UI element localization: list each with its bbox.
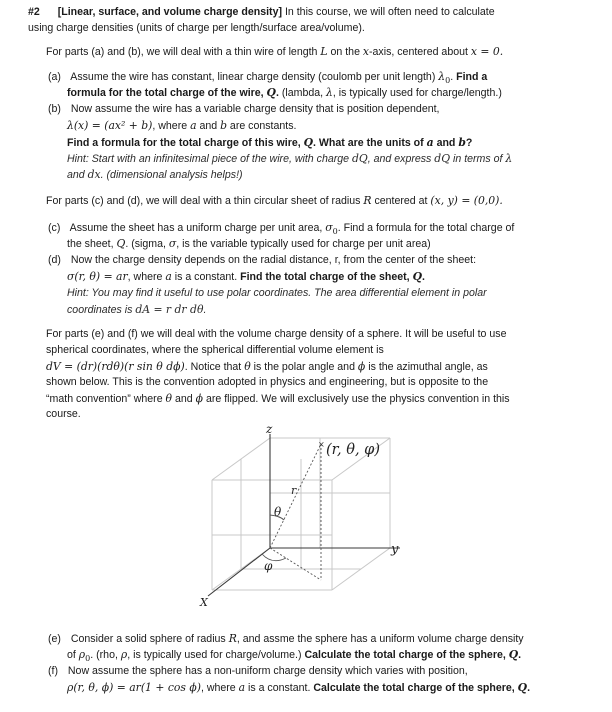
point-label: (r, θ, φ) — [326, 442, 380, 458]
part-ef-intro-2: spherical coordinates, where the spherical differential volume element is — [46, 344, 384, 356]
z-axis-label: z — [266, 422, 273, 436]
part-a-line-2: formula for the total charge of the wire, Q. (lambda, λ, is typically used for charge/length.) — [67, 86, 502, 99]
part-b-hint: Hint: Start with an infinitesimal piece of the wire, with charge dQ, and express dQ in terms of λ — [67, 152, 513, 165]
x-axis-label: X — [200, 596, 208, 609]
part-b: (b) Now assume the wire has a variable charge density that is position dependent, — [48, 103, 440, 115]
part-d-hint-2: coordinates is dA = r dr dθ. — [67, 303, 207, 316]
part-f-label: (f) — [48, 665, 58, 677]
part-d-label: (d) — [48, 254, 61, 266]
part-f: (f) Now assume the sphere has a non-uniform charge density which varies with position, — [48, 665, 468, 677]
part-cd-lead: For parts (c) and (d), we will deal with a thin circular sheet of radius R centered at (x, y) = (0,0). — [46, 194, 503, 207]
problem-title: [Linear, surface, and volume charge density] — [57, 6, 283, 18]
part-a-label: (a) — [48, 71, 61, 83]
part-f-line-2: ρ(r, θ, ϕ) = ar(1 + cos ϕ), where a is a constant. Calculate the total charge of the sphere, Q. — [67, 681, 531, 694]
part-ef-intro-6: course. — [46, 408, 81, 420]
part-d: (d) Now the charge density depends on the radial distance, r, from the center of the sheet: — [48, 254, 477, 266]
intro-text-2: using charge densities (units of charge per length/surface area/volume). — [28, 22, 365, 34]
theta-label: θ — [274, 505, 282, 519]
phi-label: φ — [264, 559, 273, 573]
part-ef-intro-4: shown below. This is the convention adopted in physics and engineering, but is opposite to the — [46, 376, 489, 388]
x-axis — [208, 548, 270, 596]
part-e: (e) Consider a solid sphere of radius R, and assme the sphere has a uniform volume charge density — [48, 632, 524, 645]
part-d-hint: Hint: You may find it useful to use polar coordinates. The area differential element in polar — [67, 287, 487, 299]
part-ef-intro-5: “math convention” where θ and ϕ are flipped. We will exclusively use the physics convention in this — [46, 392, 510, 405]
part-d-line-2: σ(r, θ) = ar, where a is a constant. Find the total charge of the sheet, Q. — [67, 270, 425, 283]
part-b-line-2: λ(x) = (ax² + b), where a and b are constants. — [67, 119, 297, 132]
part-b-hint-2: and dx. (dimensional analysis helps!) — [67, 168, 243, 181]
part-c: (c) Assume the sheet has a uniform charge per unit area, $\sigma_0$. Find a formula for the total charge of — [48, 221, 515, 237]
part-ef-intro-1: For parts (e) and (f) we will deal with the volume charge density of a sphere. It will be useful to use — [46, 328, 507, 340]
part-e-line-2: of $\rho_0$. (rho, ρ, is typically used for charge/volume.) Calculate the total charge of the sphere, Q. — [67, 648, 522, 664]
problem-number: #2 — [28, 6, 40, 18]
spherical-coordinates-figure — [190, 420, 430, 620]
problem-header — [28, 5, 495, 20]
part-c-line-2: the sheet, Q. (sigma, σ, is the variable typically used for charge per unit area) — [67, 237, 431, 250]
r-label: r — [291, 484, 297, 497]
part-ef-intro-3: dV = (dr)(rdθ)(r sin θ dϕ). Notice that θ is the polar angle and ϕ is the azimuthal angle, as — [46, 360, 488, 373]
part-c-label: (c) — [48, 222, 61, 234]
xy-projection — [270, 548, 321, 580]
part-a: (a) Assume the wire has constant, linear charge density (coulomb per unit length) $\lambda_0$. Find a — [48, 70, 488, 86]
part-ab-lead: For parts (a) and (b), we will deal with a thin wire of length L on the x-axis, centered about x = 0. — [46, 45, 504, 58]
y-axis-label: y — [391, 542, 399, 557]
part-e-label: (e) — [48, 633, 61, 645]
part-b-question: Find a formula for the total charge of this wire, Q. What are the units of a and b? — [67, 136, 473, 149]
point-marker: × — [318, 440, 325, 449]
part-b-label: (b) — [48, 103, 61, 115]
intro-text-1: In this course, we will often need to calculate — [282, 6, 495, 18]
